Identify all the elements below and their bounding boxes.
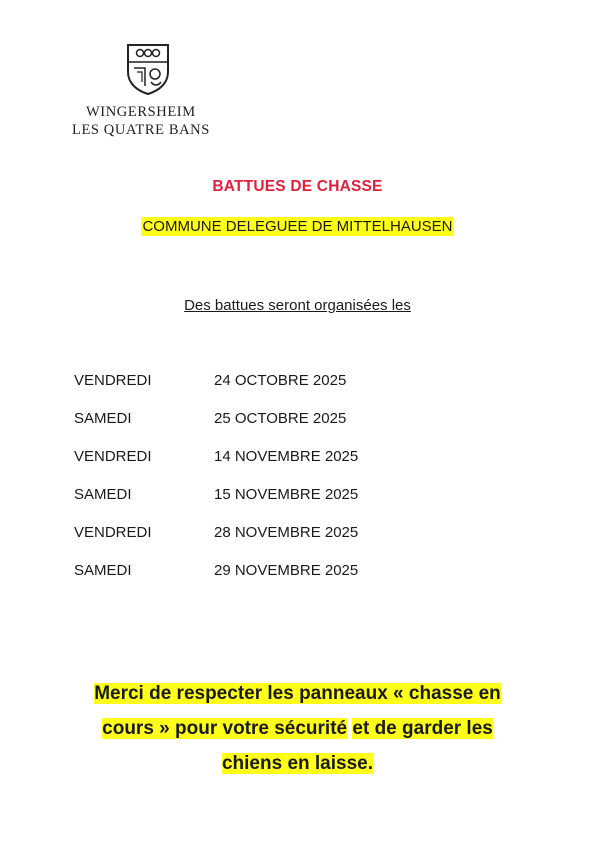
date-day: VENDREDI [74, 372, 152, 389]
date-value: 15 NOVEMBRE 2025 [214, 486, 359, 503]
intro-text: Des battues seront organisées les [184, 297, 411, 314]
dates-list [74, 372, 454, 600]
date-day: SAMEDI [74, 486, 132, 503]
date-row [74, 372, 454, 410]
date-row [74, 448, 454, 486]
date-value: 25 OCTOBRE 2025 [214, 410, 347, 427]
date-value: 28 NOVEMBRE 2025 [214, 524, 359, 541]
date-day: SAMEDI [74, 562, 132, 579]
date-value: 29 NOVEMBRE 2025 [214, 562, 359, 579]
logo-town-name: WINGERSHEIM [86, 104, 196, 120]
date-row [74, 562, 454, 600]
shield-crest-icon [125, 42, 171, 96]
page-title: BATTUES DE CHASSE [212, 178, 383, 195]
date-day: VENDREDI [74, 524, 152, 541]
date-value: 14 NOVEMBRE 2025 [214, 448, 359, 465]
safety-notice [70, 676, 525, 781]
date-day: VENDREDI [74, 448, 152, 465]
date-value: 24 OCTOBRE 2025 [214, 372, 347, 389]
date-row [74, 410, 454, 448]
subtitle-block [0, 218, 595, 236]
logo-subtitle: LES QUATRE BANS [72, 122, 210, 138]
date-row [74, 486, 454, 524]
page-subtitle: COMMUNE DELEGUEE DE MITTELHAUSEN [142, 218, 453, 235]
notice-highlight-end: et de garder les chiens en laisse. [221, 718, 493, 774]
date-day: SAMEDI [74, 410, 132, 427]
notice-highlight: Merci de respecter les panneaux « chasse en cours » pour votre sécurité [94, 683, 501, 739]
date-row [74, 524, 454, 562]
